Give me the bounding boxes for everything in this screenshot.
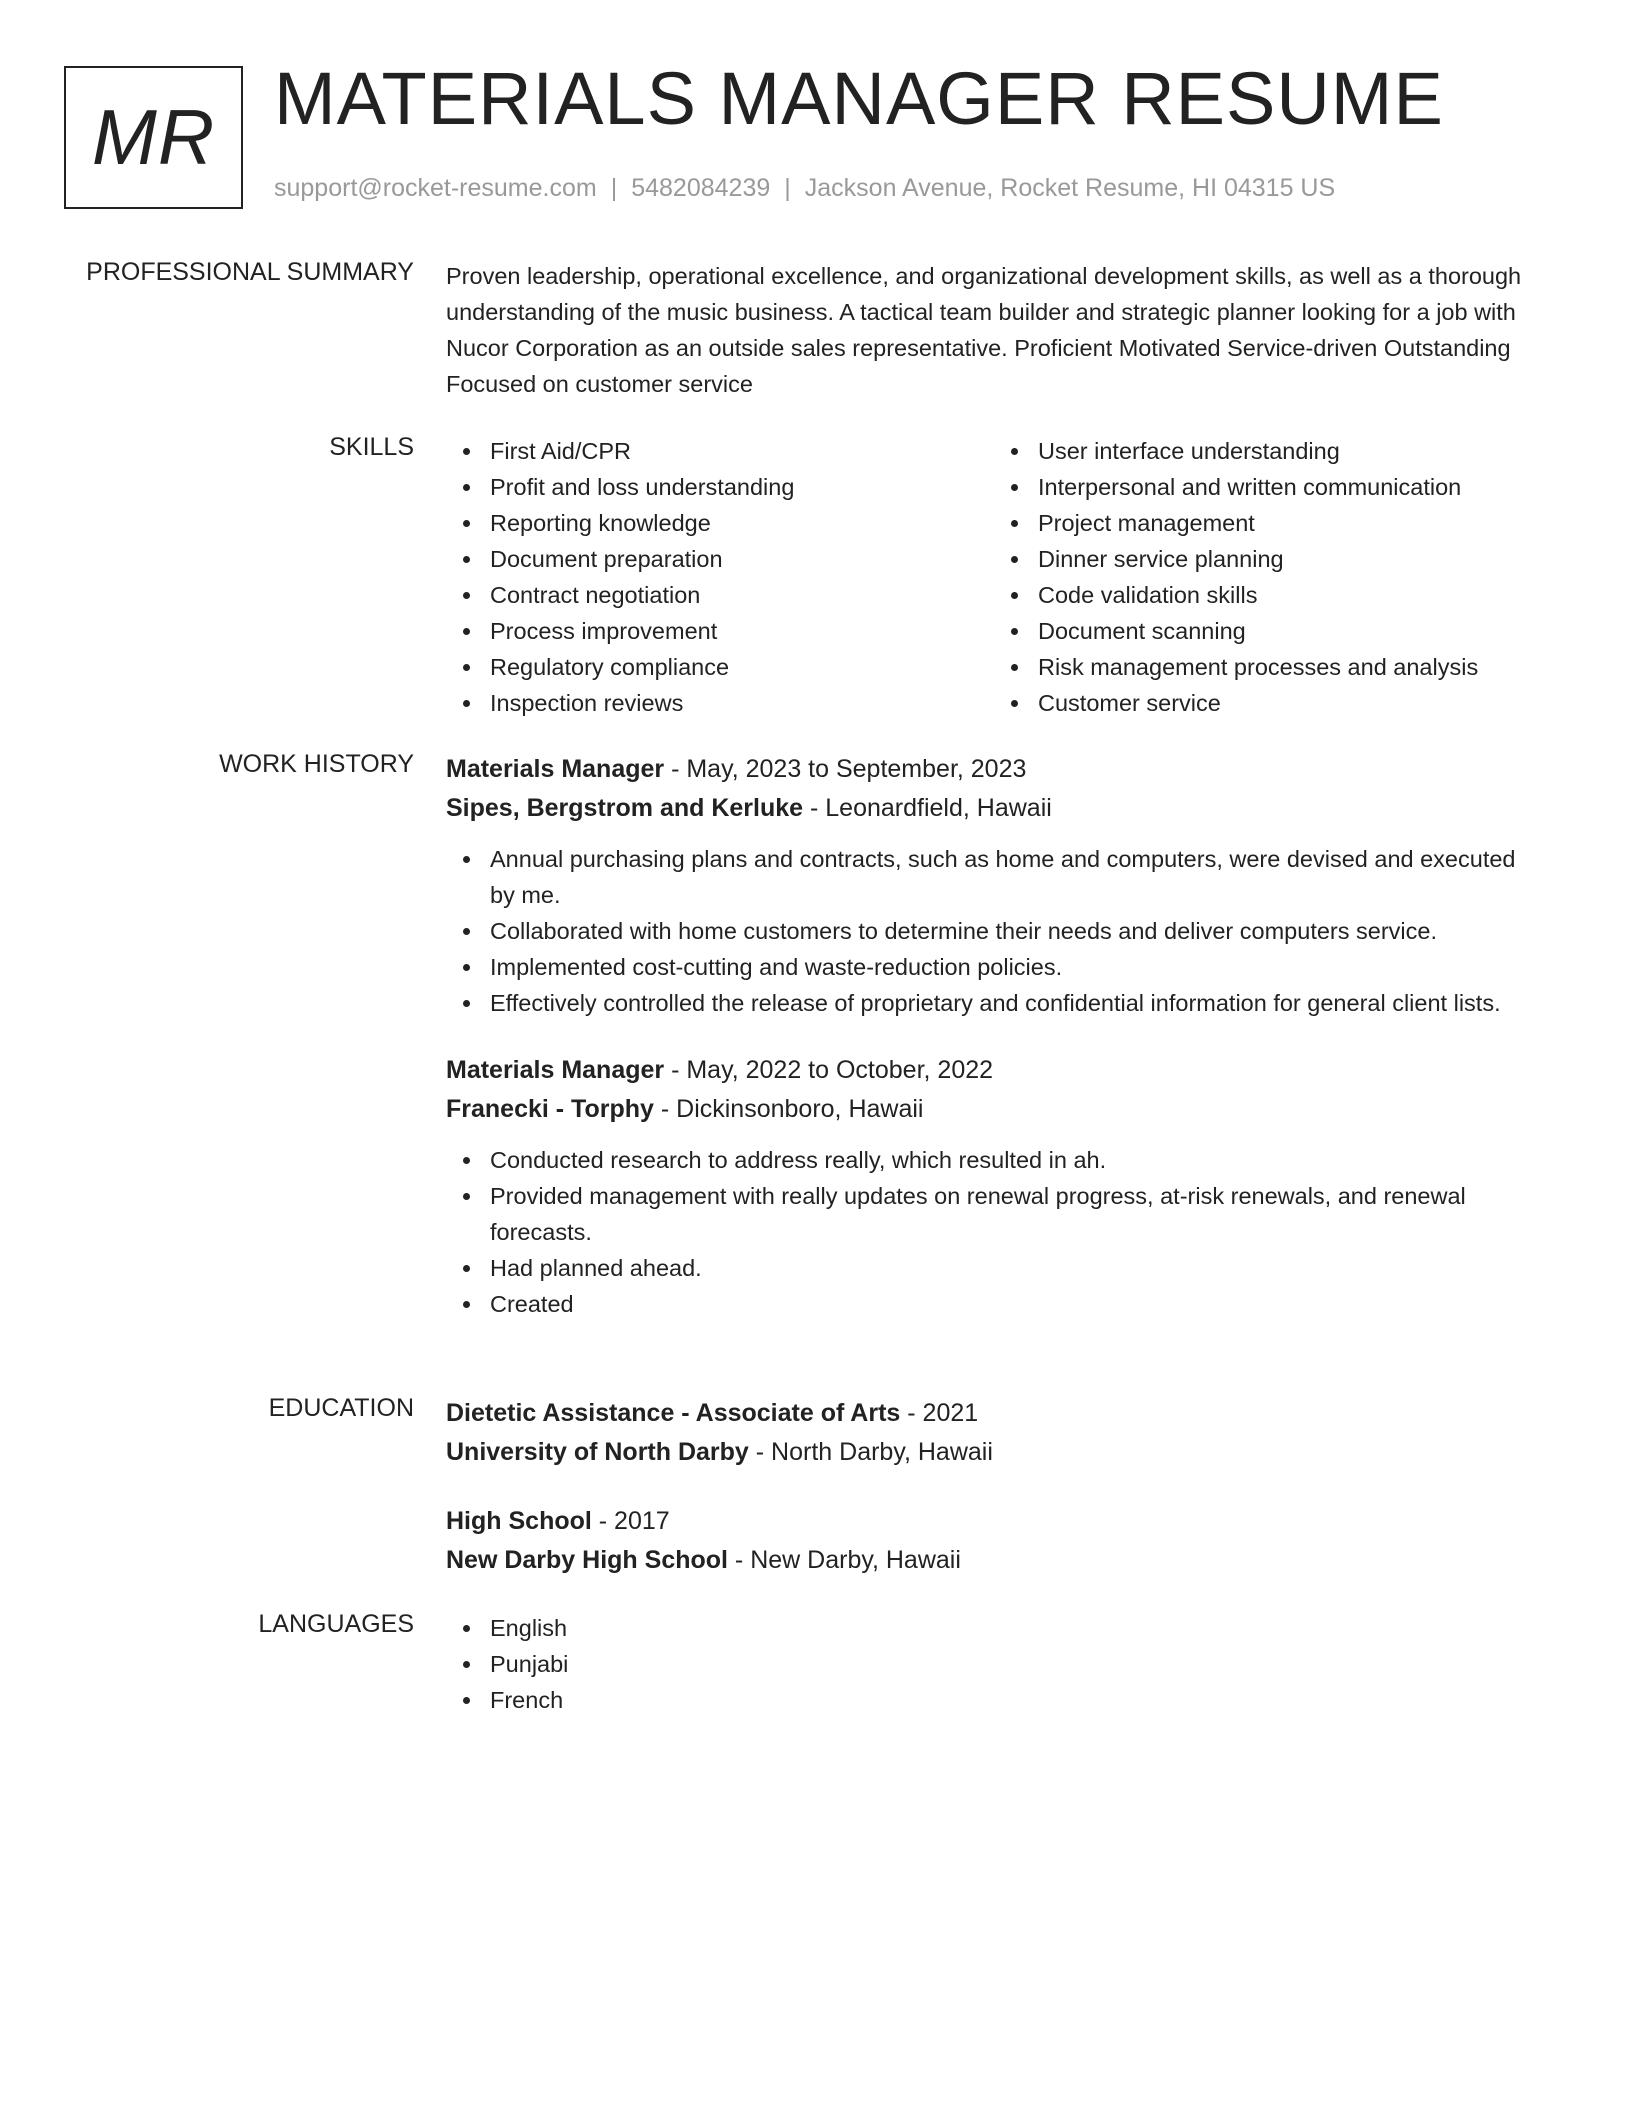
skill-item: Contract negotiation [446,577,994,613]
job-bullet: Annual purchasing plans and contracts, such as home and computers, were devised and executed by me. [446,841,1546,913]
resume-title: MATERIALS MANAGER RESUME [274,57,1444,140]
job-bullet: Collaborated with home customers to determine their needs and deliver computers service. [446,913,1546,949]
contact-separator: | [610,174,618,202]
work-history-body [446,750,1546,1352]
job-bullet-list [446,841,1546,1021]
job-company: Sipes, Bergstrom and Kerluke [446,794,804,822]
education-degree: High School [446,1507,592,1535]
job-bullet: Had planned ahead. [446,1250,1546,1286]
education-location: - North Darby, Hawaii [748,1438,993,1466]
skill-item: First Aid/CPR [446,433,994,469]
job-dates: - May, 2023 to September, 2023 [664,755,1027,783]
contact-email: support@rocket-resume.com [274,174,597,202]
skill-item: Inspection reviews [446,685,994,721]
skill-item: Customer service [994,685,1542,721]
job-title-line [446,1051,1546,1090]
education-degree-line [446,1502,1546,1541]
job-location: - Leonardfield, Hawaii [803,794,1052,822]
skill-item: Document preparation [446,541,994,577]
skill-item: Reporting knowledge [446,505,994,541]
job-bullet: Provided management with really updates on renewal progress, at-risk renewals, and renewal forecasts. [446,1178,1546,1250]
section-title-summary: PROFESSIONAL SUMMARY [86,258,414,286]
education-body [446,1394,1546,1610]
job-bullet: Conducted research to address really, which resulted in ah. [446,1142,1546,1178]
education-degree-line [446,1394,1546,1433]
section-title-work-history: WORK HISTORY [219,750,414,778]
job-entry [446,750,1546,1021]
section-title-education: EDUCATION [268,1394,414,1422]
monogram-initials: MR [91,93,216,181]
skill-item: User interface understanding [994,433,1542,469]
education-school: New Darby High School [446,1546,728,1574]
language-item: Punjabi [446,1646,1546,1682]
monogram-box [64,66,243,209]
job-title-line [446,750,1546,789]
education-school-line [446,1541,1546,1580]
skill-item: Interpersonal and written communication [994,469,1542,505]
education-degree: Dietetic Assistance - Associate of Arts [446,1399,901,1427]
language-item: English [446,1610,1546,1646]
skill-item: Document scanning [994,613,1542,649]
education-school: University of North Darby [446,1438,749,1466]
skills-body [446,433,1546,721]
skills-list-left [446,433,994,721]
education-entry [446,1502,1546,1580]
skills-list-right [994,433,1542,721]
languages-list [446,1610,1546,1718]
job-role: Materials Manager [446,1056,665,1084]
job-location: - Dickinsonboro, Hawaii [653,1095,924,1123]
skill-item: Regulatory compliance [446,649,994,685]
education-location: - New Darby, Hawaii [727,1546,961,1574]
education-school-line [446,1433,1546,1472]
skill-item: Project management [994,505,1542,541]
contact-address: Jackson Avenue, Rocket Resume, HI 04315 US [804,174,1336,202]
contact-separator: | [784,174,791,202]
job-role: Materials Manager [446,755,665,783]
language-item: French [446,1682,1546,1718]
job-entry [446,1051,1546,1322]
skill-item: Profit and loss understanding [446,469,994,505]
summary-text: Proven leadership, operational excellence, and organizational development skills, as well as a thorough understanding of the music business. A tactical team builder and strategic planner looking for a job with Nucor Corporation as an outside sales representative. Proficient Motivated Service-driven Outstanding Focused on customer service [446,263,1522,397]
job-bullet: Effectively controlled the release of proprietary and confidential information for general client lists. [446,985,1546,1021]
skill-item: Process improvement [446,613,994,649]
languages-body [446,1610,1546,1718]
contact-line [274,174,1335,203]
job-dates: - May, 2022 to October, 2022 [664,1056,994,1084]
job-company-line [446,1090,1546,1129]
education-year: - 2017 [591,1507,670,1535]
job-bullet: Implemented cost-cutting and waste-reduction policies. [446,949,1546,985]
skill-item: Risk management processes and analysis [994,649,1542,685]
section-title-skills: SKILLS [329,433,414,461]
job-bullet: Created [446,1286,1546,1322]
education-entry [446,1394,1546,1472]
skill-item: Dinner service planning [994,541,1542,577]
section-title-languages: LANGUAGES [258,1610,414,1638]
contact-phone: 5482084239 [631,174,771,202]
job-bullet-list [446,1142,1546,1322]
education-year: - 2021 [900,1399,979,1427]
job-company-line [446,789,1546,828]
job-company: Franecki - Torphy [446,1095,654,1123]
skill-item: Code validation skills [994,577,1542,613]
